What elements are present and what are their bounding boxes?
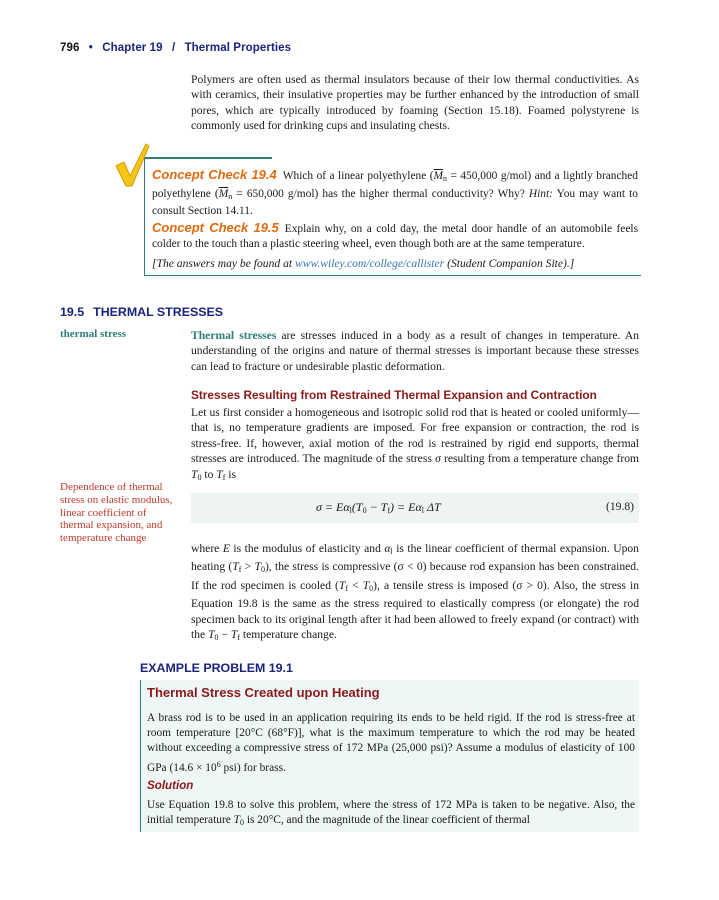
subsection-heading: Stresses Resulting from Restrained Thermal Expansion and Contraction bbox=[191, 388, 597, 402]
page-number: 796 bbox=[60, 42, 80, 54]
eq-sub: 0 bbox=[362, 506, 367, 515]
p4-var: T bbox=[254, 560, 261, 574]
cc1-hint: Hint: bbox=[528, 187, 553, 200]
p3-sigma: σ bbox=[435, 452, 441, 466]
p3-text: Let us first consider a homogeneous and isotropic solid rod that is heated or cooled uniformly—that is, no temperature gradients are imposed. For free expansion or contraction, the rod is stress-free. If, however, axial motion of the rod is restrained by rigid end supports, thermal stresses are introduced. The magnitude of the stress bbox=[191, 406, 639, 466]
section-title: THERMAL STRESSES bbox=[93, 305, 224, 319]
p4-text: ), the stress is compressive (σ < 0) because rod expansion has been constrained. If the rod specimen is cooled ( bbox=[191, 560, 639, 592]
cc1-symbol: $\overline{M}$ bbox=[433, 170, 444, 182]
p3-text: is bbox=[225, 467, 237, 481]
answers-link[interactable]: www.wiley.com/college/callister bbox=[295, 257, 445, 270]
p3-sub: 0 bbox=[197, 472, 202, 482]
chapter-title: Thermal Properties bbox=[184, 42, 292, 54]
cc1-symbol: $\overline{M}$ bbox=[218, 187, 229, 200]
cc1-text: = 650,000 g/mol) has the higher thermal conductivity? Why? bbox=[232, 187, 529, 200]
eq-part: ΔT bbox=[426, 500, 441, 514]
eq-part: ) = Eα bbox=[390, 500, 422, 514]
p4-text: temperature change. bbox=[239, 628, 337, 642]
p4-var: E bbox=[222, 542, 230, 555]
key-term: Thermal stresses bbox=[191, 329, 277, 342]
cc1-subscript: n bbox=[228, 191, 233, 201]
solution-text-a: Use Equation 19.8 to solve this problem, where the stress of 172 MPa is taken to be negative. Also, the initial temperature bbox=[147, 799, 635, 827]
margin-note: Dependence of thermal stress on elastic modulus, linear coefficient of thermal expansion, and temperature change bbox=[60, 481, 173, 545]
concept-check-title: Concept Check 19.5 bbox=[152, 220, 279, 235]
p4-var: T bbox=[232, 560, 239, 574]
cc1-text: Which of a linear polyethylene ( bbox=[282, 170, 434, 182]
p4-var: T bbox=[230, 628, 238, 642]
example-text-b: psi) for brass. bbox=[220, 761, 286, 774]
header-separator: / bbox=[171, 42, 176, 54]
p4-var: T bbox=[362, 578, 370, 592]
solution-text bbox=[147, 798, 635, 830]
cc1-text: You may want to consult Section 14.11. bbox=[152, 187, 638, 218]
p4-text: < bbox=[348, 578, 363, 592]
eq-part: σ = Eα bbox=[316, 500, 350, 514]
p3-T: T bbox=[191, 467, 198, 481]
p4-text: ), a tensile stress is imposed (σ > 0). Also, the stress in Equation 19.8 is the same as the stress required to elastically compress (or elongate) the rod specimen back to its original length after it had been allowed to freely expand (or contract) with the bbox=[191, 578, 639, 642]
example-problem-text bbox=[147, 711, 635, 776]
example-text-a: A brass rod is to be used in an application requiring its ends to be held rigid. If the rod is stress-free at room temperature [20°C (68°F)], what is the maximum temperature to which the rod may be heated without exceeding a compressive stress of 172 MPa (25,000 psi)? Assume a modulus of elasticity of 100 GPa (14.6 × 10 bbox=[147, 712, 635, 774]
p4-sub: f bbox=[345, 583, 349, 593]
p3-text: resulting from a temperature change from bbox=[440, 452, 640, 466]
p4-text: is the modulus of elasticity and bbox=[229, 542, 385, 555]
section-paragraph bbox=[191, 328, 639, 374]
p4-sub: 0 bbox=[369, 583, 374, 593]
p3-text: to bbox=[201, 467, 217, 481]
checkmark-icon bbox=[112, 140, 152, 190]
concept-check-title: Concept Check 19.4 bbox=[152, 167, 277, 182]
p4-sub: 0 bbox=[260, 565, 265, 575]
intro-paragraph: Polymers are often used as thermal insulators because of their low thermal conductivities. As with ceramics, their insulative properties may be further enhanced by the introduction of small pores, which are typically introduced by foaming (Section 15.18). Foamed polystyrene is commonly used for drinking cups and insulating chests. bbox=[191, 73, 639, 133]
margin-key-term: thermal stress bbox=[60, 328, 127, 340]
header-bullet: • bbox=[88, 42, 93, 54]
p3-T: T bbox=[216, 467, 223, 481]
answers-prefix: [The answers may be found at bbox=[152, 257, 295, 270]
p4-sub: l bbox=[390, 547, 393, 556]
section-number: 19.5 bbox=[60, 305, 85, 319]
p3-sub: f bbox=[222, 472, 226, 482]
concept-check-19-5 bbox=[152, 221, 638, 251]
p4-text: where bbox=[191, 542, 223, 555]
equation-number: (19.8) bbox=[606, 500, 635, 513]
solution-sub: 0 bbox=[240, 818, 245, 828]
p4-text: > bbox=[241, 560, 255, 574]
eq-part: − T bbox=[366, 500, 388, 514]
eq-sub: f bbox=[387, 506, 391, 515]
cc2-text: Explain why, on a cold day, the metal door handle of an automobile feels colder to the touch than a plastic steering wheel, even though both are at the same temperature. bbox=[152, 223, 639, 250]
cc1-text: = 450,000 g/mol) and a lightly branched polyethylene ( bbox=[152, 170, 639, 200]
equation-explanation bbox=[191, 541, 639, 645]
solution-var: T bbox=[233, 814, 241, 827]
example-exponent: 6 bbox=[216, 759, 221, 769]
eq-sub: l bbox=[349, 506, 352, 515]
equation-19-8 bbox=[316, 500, 441, 515]
p4-sub: f bbox=[237, 633, 240, 643]
p4-text: − bbox=[218, 628, 231, 642]
solution-label: Solution bbox=[147, 779, 194, 792]
answers-suffix: (Student Companion Site).] bbox=[444, 257, 575, 270]
subsection-paragraph bbox=[191, 405, 639, 485]
section-text: are stresses induced in a body as a result of changes in temperature. An understanding of the origins and nature of thermal stresses is important because these stresses can lead to fracture or undesirable plastic deformation. bbox=[191, 329, 639, 373]
p4-sub: 0 bbox=[214, 633, 219, 643]
chapter-label: Chapter 19 bbox=[102, 42, 163, 54]
answers-note bbox=[152, 257, 638, 270]
cc1-subscript: n bbox=[443, 174, 448, 183]
example-heading: EXAMPLE PROBLEM 19.1 bbox=[140, 661, 293, 675]
concept-box-top-rule bbox=[144, 157, 272, 159]
concept-check-19-4 bbox=[152, 168, 638, 219]
p4-sub: f bbox=[238, 565, 242, 575]
example-title: Thermal Stress Created upon Heating bbox=[147, 685, 380, 700]
p4-text: is the linear coefficient of thermal expansion. Upon heating ( bbox=[191, 542, 639, 574]
p4-var: T bbox=[338, 578, 346, 592]
eq-part: (T bbox=[351, 500, 363, 514]
eq-sub: l bbox=[421, 506, 424, 515]
p4-var: α bbox=[384, 542, 391, 555]
solution-text-b: is 20°C, and the magnitude of the linear coefficient of thermal bbox=[244, 814, 530, 827]
section-heading bbox=[60, 305, 223, 319]
p4-var: T bbox=[208, 628, 215, 642]
running-header bbox=[60, 42, 291, 54]
